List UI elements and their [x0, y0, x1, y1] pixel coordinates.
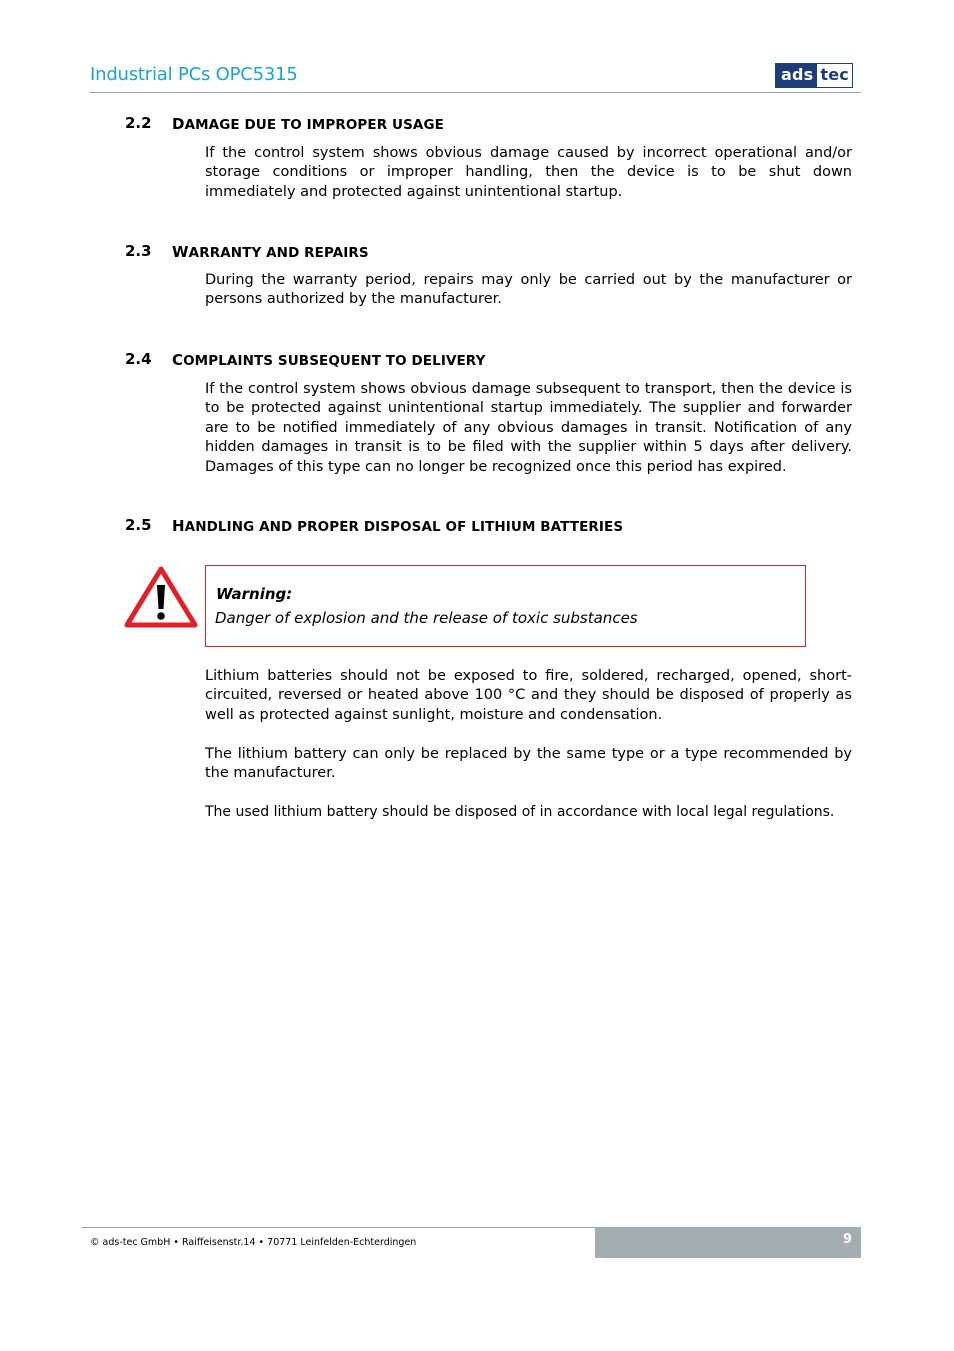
- section-heading: WARRANTY AND REPAIRS: [172, 243, 369, 261]
- header-divider: [90, 92, 861, 93]
- page-number: 9: [842, 1232, 852, 1247]
- footer-address: © ads-tec GmbH • Raiffeisenstr.14 • 70771 Leinfelden-Echterdingen: [90, 1237, 417, 1248]
- section-paragraph: If the control system shows obvious damage subsequent to transport, then the device is to be protected against unintentional startup immediately. The supplier and forwarder are to be notified immediately of any obvious damages in transit. Notification of any hidden damages in transit is to be filed with the supplier within 5 days after delivery. Damages of this type can no longer be recognized once this period has expired.: [205, 381, 852, 475]
- section-paragraph: The used lithium battery should be disposed of in accordance with local legal regulations.: [205, 804, 835, 820]
- warning-triangle-icon: [124, 566, 198, 628]
- section-number: 2.3: [125, 242, 152, 260]
- footer-divider: [82, 1227, 595, 1228]
- section-paragraph: During the warranty period, repairs may only be carried out by the manufacturer or persons authorized by the manufacturer.: [205, 272, 852, 308]
- section-number: 2.4: [125, 350, 152, 368]
- section-paragraph: If the control system shows obvious damage caused by incorrect operational and/or storage conditions or improper handling, then the device is to be shut down immediately and protected against unintentional startup.: [205, 145, 852, 200]
- section-paragraph: The lithium battery can only be replaced by the same type or a type recommended by the manufacturer.: [205, 746, 852, 782]
- document-header-title: Industrial PCs OPC5315: [90, 64, 298, 85]
- footer-page-box: [595, 1227, 861, 1258]
- logo-tec-part: tec: [817, 64, 852, 87]
- section-heading: HANDLING AND PROPER DISPOSAL OF LITHIUM BATTERIES: [172, 517, 624, 535]
- section-number: 2.5: [125, 516, 152, 534]
- section-paragraph: Lithium batteries should not be exposed to fire, soldered, recharged, opened, short-circuited, reversed or heated above 100 °C and they should be disposed of properly as well as protected against sunlight, moisture and condensation.: [205, 668, 852, 723]
- section-heading: COMPLAINTS SUBSEQUENT TO DELIVERY: [172, 351, 486, 369]
- warning-text: Danger of explosion and the release of toxic substances: [215, 609, 638, 627]
- section-heading: DAMAGE DUE TO IMPROPER USAGE: [172, 115, 444, 133]
- logo-ads-part: ads: [776, 64, 817, 87]
- ads-tec-logo: [775, 63, 853, 88]
- section-number: 2.2: [125, 114, 152, 132]
- warning-heading: Warning:: [216, 585, 293, 603]
- warning-box: [205, 565, 806, 647]
